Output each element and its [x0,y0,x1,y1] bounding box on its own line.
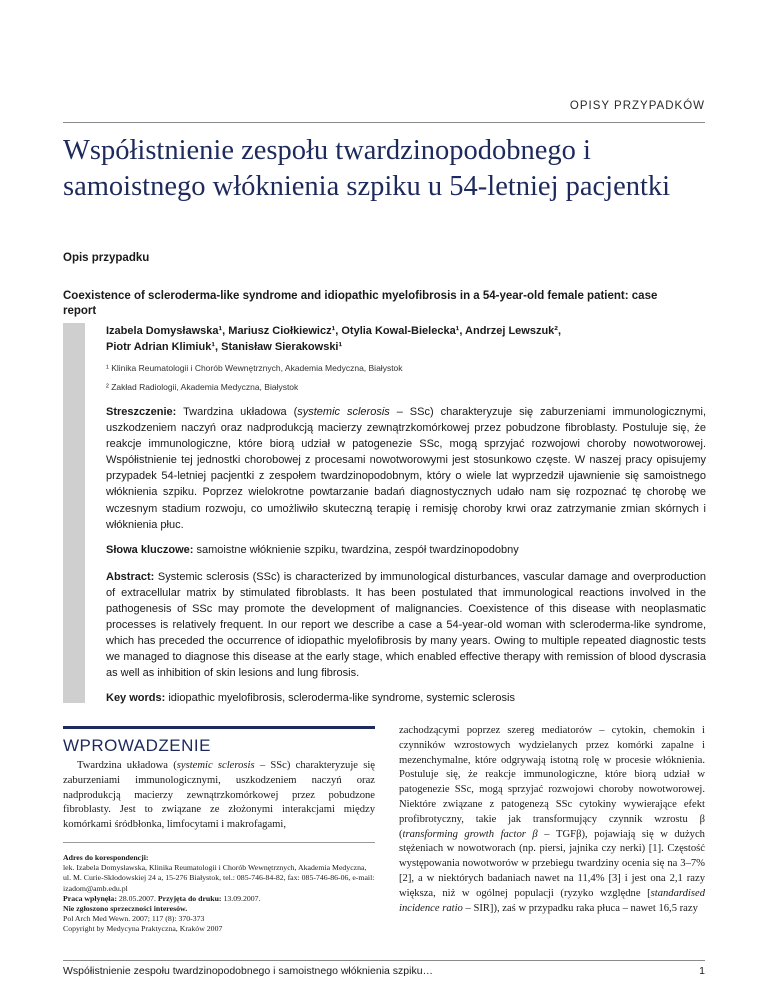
received-date: 28.05.2007. [116,893,158,903]
right-italic-2: standardised incidence ratio [399,887,705,914]
key-words-text: idiopathic myelofibrosis, scleroderma-like syndrome, systemic sclerosis [165,692,515,705]
affiliation-1: ¹ Klinika Reumatologii i Chorób Wewnętrznych, Akademia Medyczna, Białystok [106,363,403,373]
right-text-1: zachodzącymi poprzez szereg mediatorów – cytokin, chemokin i czynników wzrostowych wydzielanych przez komórki zapalne i mezenchymalne, które odgrywają istotną rolę w procesie włóknienia. Postuluje się, że reakcje immunologiczne, które biorą udział w patogenezie SSc, mogą sprzyjać rozwojowi choroby nowotworowej. Niektóre związane z patogenezą SSc cytokiny wywierające efekt profibrotyczny, takie jak transformujący czynnik wzrostu β ( [399,725,705,840]
right-column [399,724,705,916]
intro-paragraph [63,759,375,833]
streszczenie-label: Streszczenie: [106,406,177,418]
running-title: Współistnienie zespołu twardzinopodobnego i samoistnego włóknienia szpiku… [63,965,434,977]
intro-text-1: Twardzina układowa ( [77,760,177,771]
slowa-kluczowe-label: Słowa kluczowe: [106,543,194,556]
copyright: Copyright by Medycyna Praktyczna, Kraków 2007 [63,924,223,934]
affiliation-2: ² Zakład Radiologii, Akademia Medyczna, Białystok [106,382,299,392]
authors-line-2: Piotr Adrian Klimiuk¹, Stanisław Sierakowski¹ [106,341,343,353]
right-text-2: – TGFβ), pojawiają się w dużych stężeniach w nowotworach (np. piersi, jajnika czy nerki) [1]. Częstość występowania nowotworów w przebiegu twardziny ocenia się na 3–7% [2], a w niektórych badaniach nawet na 11,4% [3] i jest ona 2,1 razy większa, niż w ogólnej populacji (ryzyko względne [ [399,828,705,899]
intro-heading: WPROWADZENIE [63,736,211,755]
article-title: Współistnienie zespołu twardzinopodobnego i samoistnego włóknienia szpiku u 54-letniej pacjentki [63,135,671,202]
page-number: 1 [699,965,705,977]
article-subtitle: Opis przypadku [63,252,150,264]
right-text-3: – SIR]), zaś w przypadku raka płuca – nawet 16,5 razy [462,902,698,914]
authors-line-1: Izabela Domysławska¹, Mariusz Ciołkiewicz¹, Otylia Kowal-Bielecka¹, Andrzej Lewszuk², [106,325,562,337]
streszczenie-text-2: – SSc) charakteryzuje się zaburzeniami immunologicznymi, uszkodzeniem naczyń oraz nadprodukcją macierzy zewnątrzkomórkowej przez pobudzone fibroblasty. Postuluje się, że reakcje immunologiczne, które biorą udział w patogenezie SSc, mogą sprzyjać rozwojowi choroby nowotworowej. Współistnienie tej jednostki chorobowej z procesami nowotworowymi jest stosunkowo częste. W naszej pracy opisujemy przypadek 54-letniej pacjentki z zespołem twardzinopodobnym, który o wiele lat wyprzedził ujawnienie się samoistnego włóknienia szpiku. Poprzez wielokrotne powtarzanie badań diagnostycznych udało nam się rozpoznać tę chorobę we wczesnym stadium rozwoju, co umożliwiło skuteczną terapię i remisję choroby krwi oraz zatrzymanie zmian skórnych i włóknienia płuc. [106,406,706,531]
slowa-kluczowe [106,543,706,558]
author-list [106,323,706,355]
key-words [106,691,706,706]
correspondence-address: lek. Izabela Domysławska, Klinika Reumatologii i Chorób Wewnętrznych, Akademia Medyczna, ul. M. Curie-Skłodowskiej 24 a, 15-276 Białystok, tel.: 085-746-84-82, fax: 085-746-86-06, e-mail: izadom@amb.edu.pl [63,863,375,893]
intro-text-2: – SSc) charakteryzuje się zaburzeniami immunologicznymi, uszkodzeniem naczyń oraz nadprodukcją macierzy zewnątrzkomórkowej przez pobudzone fibroblasty. Jest to związane ze złożonymi interakcjami między komórkami śródbłonka, limfocytami i makrofagami, [63,760,376,831]
streszczenie-italic: systemic sclerosis [297,406,390,418]
streszczenie [106,404,706,533]
header-rule [63,122,705,123]
left-column [63,736,375,935]
correspondence-block [63,853,375,935]
streszczenie-text-1: Twardzina układowa ( [176,406,298,418]
citation: Pol Arch Med Wewn. 2007; 117 (8): 370-373 [63,914,205,924]
key-words-label: Key words: [106,692,166,705]
intro-top-rule [63,726,375,729]
accepted-date: 13.09.2007. [221,893,261,903]
abstract-side-bar [63,323,85,703]
received-label: Praca wpłynęła: [63,893,117,903]
correspondence-rule [63,842,375,843]
accepted-label: Przyjęta do druku: [157,893,222,903]
english-title: Coexistence of scleroderma-like syndrome and idiopathic myelofibrosis in a 54-year-old female patient: case report [63,290,658,317]
footer-rule [63,960,705,961]
abstract-label: Abstract: [106,570,155,583]
intro-italic: systemic sclerosis [176,760,255,771]
right-column-paragraph [399,724,705,916]
right-italic-1: transforming growth factor β [402,828,538,840]
conflict-statement: Nie zgłoszono sprzeczności interesów. [63,904,188,913]
correspondence-label: Adres do korespondencji: [63,852,149,862]
section-label: OPISY PRZYPADKÓW [569,100,705,112]
abstract [106,569,706,682]
abstract-text: Systemic sclerosis (SSc) is characterized by immunological disturbances, vascular damage and overproduction of extracellular matrix by stimulated fibroblasts. It has been postulated that immunological reactions involved in the pathogenesis of SSc may promote the development of malignancies. Coexistence of this disease with neoplasmatic processes is relatively frequent. In our report we describe a case a 54-year-old woman with scleroderma-like syndrome, which has preceded the occurrence of idiopathic myelofibrosis by many years. Owing to multiple repeated diagnostic tests we managed to diagnose this disease at the early stage, which enabled effective therapy with remission of blood dyscrasia as well as inhibition of skin lesions and lung fibrosis. [106,570,706,680]
slowa-kluczowe-text: samoistne włóknienie szpiku, twardzina, zespół twardzinopodobny [193,543,519,556]
article-meta [106,323,706,706]
